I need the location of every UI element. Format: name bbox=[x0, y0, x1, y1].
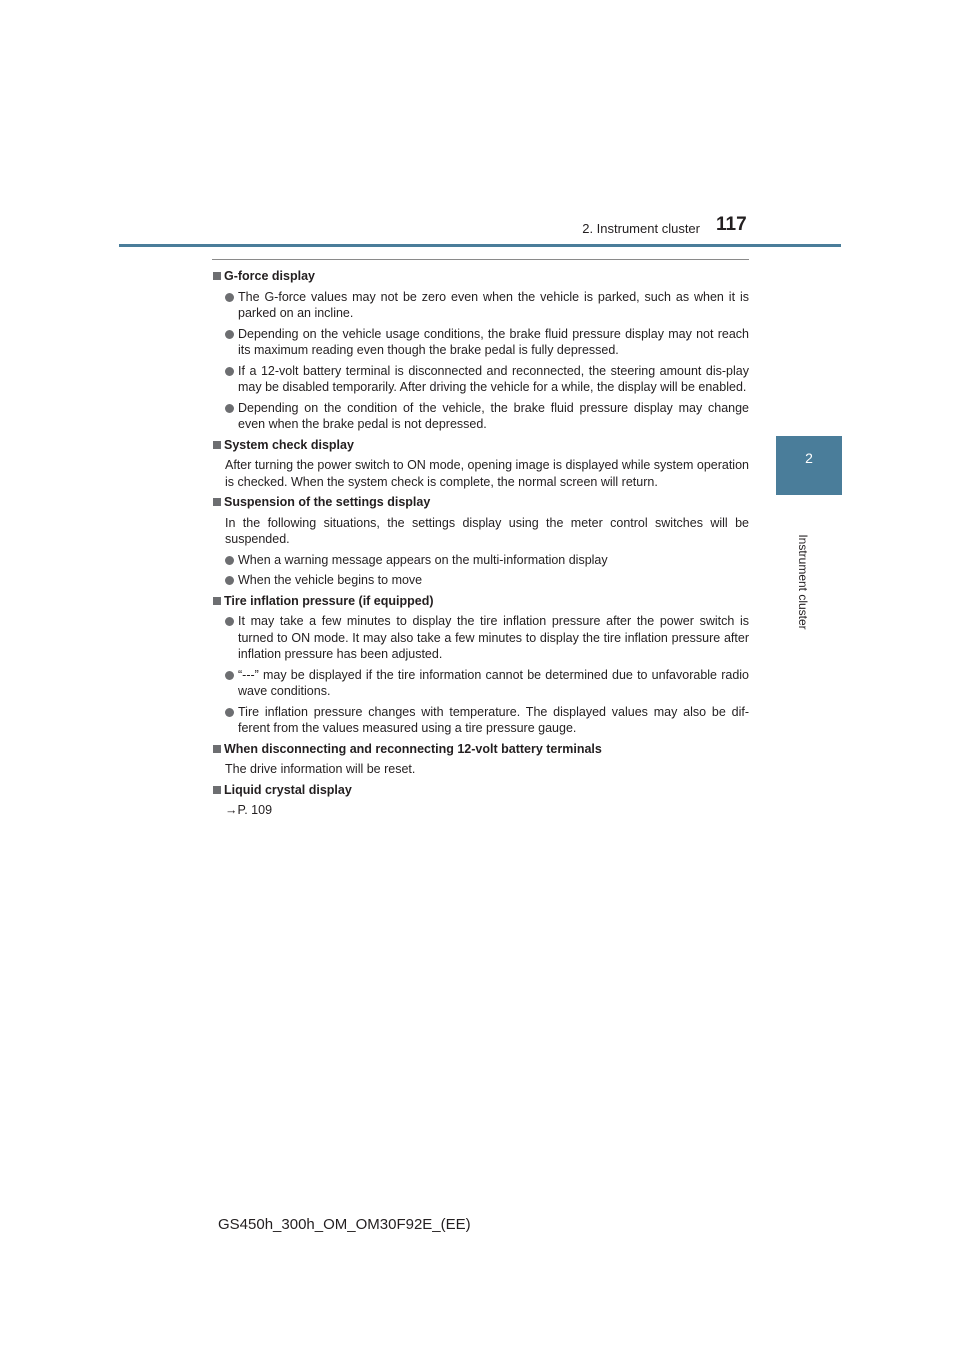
section-tire-pressure bbox=[212, 593, 749, 737]
page-reference-link[interactable]: →P. 109 bbox=[225, 803, 273, 817]
round-bullet-icon bbox=[225, 404, 234, 413]
section-paragraph: After turning the power switch to ON mode, opening image is displayed while system operation is checked. When the system check is complete, the normal screen will return. bbox=[225, 458, 749, 489]
list-item: When a warning message appears on the multi-information display bbox=[212, 552, 749, 569]
list-item: Tire inflation pressure changes with temperature. The displayed values may also be dif-ferent from the values measured using a tire pressure gauge. bbox=[212, 704, 749, 737]
round-bullet-icon bbox=[225, 293, 234, 302]
section-paragraph: The drive information will be reset. bbox=[225, 762, 416, 776]
list-item: Depending on the vehicle usage conditions, the brake fluid pressure display may not reach its maximum reading even though the brake pedal is fully depressed. bbox=[212, 326, 749, 359]
round-bullet-icon bbox=[225, 617, 234, 626]
round-bullet-icon bbox=[225, 671, 234, 680]
square-bullet-icon bbox=[213, 597, 221, 605]
page-number: 117 bbox=[716, 214, 747, 235]
square-bullet-icon bbox=[213, 272, 221, 280]
content bbox=[212, 268, 749, 823]
square-bullet-icon bbox=[213, 745, 221, 753]
chapter-side-label-text: Instrument cluster bbox=[796, 534, 810, 630]
list-item: The G-force values may not be zero even when the vehicle is parked, such as when it is parked on an incline. bbox=[212, 289, 749, 322]
section-settings-suspension bbox=[212, 494, 749, 589]
list-item: “---” may be displayed if the tire information cannot be determined due to unfavorable radio wave conditions. bbox=[212, 667, 749, 700]
section-liquid-crystal bbox=[212, 782, 749, 819]
header-rule bbox=[119, 244, 841, 247]
chapter-tab-number: 2 bbox=[805, 450, 813, 466]
round-bullet-icon bbox=[225, 367, 234, 376]
section-paragraph: In the following situations, the settings display using the meter control switches will be suspended. bbox=[225, 515, 749, 546]
chapter-side-label bbox=[783, 534, 823, 630]
header-chapter-title: 2. Instrument cluster bbox=[582, 221, 700, 236]
round-bullet-icon bbox=[225, 708, 234, 717]
square-bullet-icon bbox=[213, 786, 221, 794]
section-title: Suspension of the settings display bbox=[212, 494, 749, 511]
list-item: If a 12-volt battery terminal is disconnected and reconnected, the steering amount dis-play may be disabled temporarily. After driving the vehicle for a while, the display will be enabled. bbox=[212, 363, 749, 396]
section-title: When disconnecting and reconnecting 12-volt battery terminals bbox=[212, 741, 749, 758]
list-item: It may take a few minutes to display the tire inflation pressure after the power switch is turned to ON mode. It may also take a few minutes to display the tire inflation pressure after inflation pressure has been adjusted. bbox=[212, 613, 749, 663]
section-g-force bbox=[212, 268, 749, 433]
list-item: When the vehicle begins to move bbox=[212, 572, 749, 589]
section-title: Liquid crystal display bbox=[212, 782, 749, 799]
section-battery-terminals bbox=[212, 741, 749, 778]
section-title: G-force display bbox=[212, 268, 749, 285]
content-top-rule bbox=[212, 259, 749, 260]
square-bullet-icon bbox=[213, 498, 221, 506]
section-title: System check display bbox=[212, 437, 749, 454]
round-bullet-icon bbox=[225, 556, 234, 565]
list-item: Depending on the condition of the vehicle, the brake fluid pressure display may change even when the brake pedal is not depressed. bbox=[212, 400, 749, 433]
section-title: Tire inflation pressure (if equipped) bbox=[212, 593, 749, 610]
section-system-check bbox=[212, 437, 749, 491]
round-bullet-icon bbox=[225, 576, 234, 585]
square-bullet-icon bbox=[213, 441, 221, 449]
round-bullet-icon bbox=[225, 330, 234, 339]
footer-manual-code: GS450h_300h_OM_OM30F92E_(EE) bbox=[218, 1216, 471, 1233]
